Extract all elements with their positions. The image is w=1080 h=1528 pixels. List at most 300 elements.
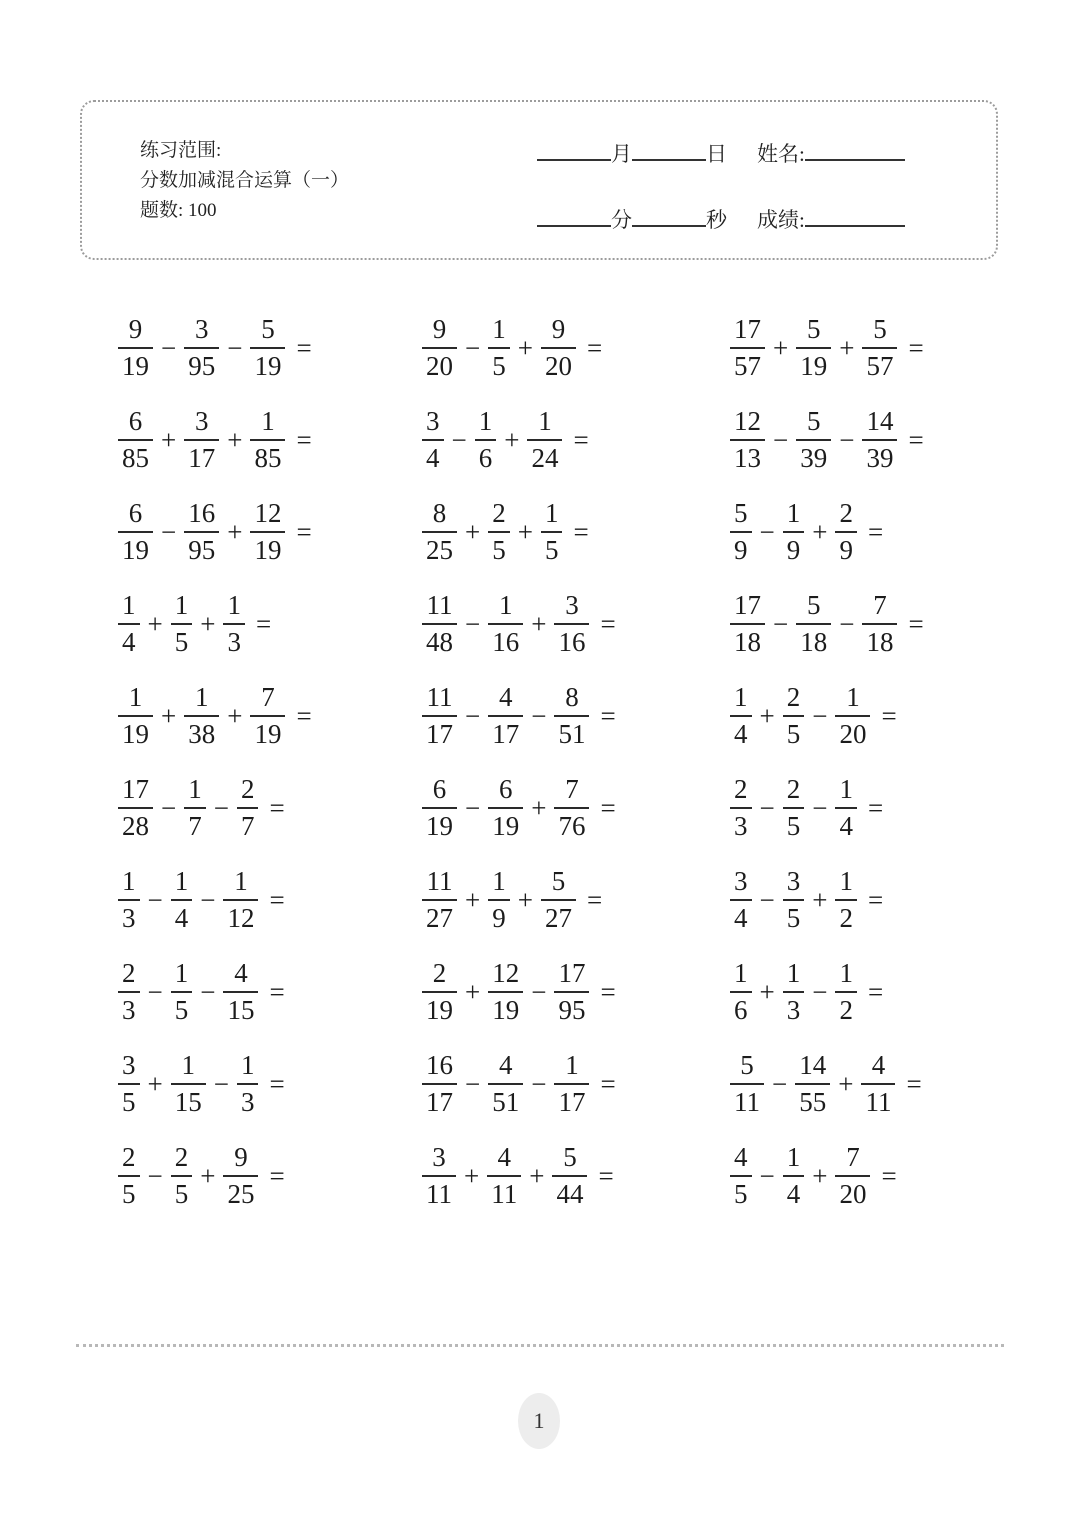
operator: +: [161, 700, 177, 731]
fraction: [795, 1051, 830, 1117]
numerator: 1: [188, 773, 202, 804]
operator: −: [759, 516, 775, 547]
fraction: [184, 775, 206, 841]
equals-sign: =: [573, 516, 589, 547]
fraction: [422, 591, 457, 657]
header-info: [140, 136, 349, 226]
equals-sign: =: [296, 700, 312, 731]
numerator: 1: [128, 681, 143, 712]
numerator: 14: [866, 405, 894, 436]
denominator: 19: [250, 531, 285, 565]
fraction: [835, 499, 857, 565]
operator: +: [773, 332, 789, 363]
numerator: 4: [234, 957, 248, 988]
fraction: [862, 407, 897, 473]
problem-count: 题数: 100: [140, 200, 217, 221]
operator: +: [838, 1068, 854, 1099]
equals-sign: =: [867, 792, 884, 823]
numerator: 1: [786, 1141, 801, 1172]
problem: [422, 775, 730, 841]
denominator: 20: [541, 347, 576, 381]
fraction: [554, 1051, 589, 1117]
equation: [422, 959, 730, 1025]
operator: −: [465, 608, 481, 639]
equation: [118, 499, 422, 565]
denominator: 6: [730, 991, 752, 1025]
operator: −: [465, 332, 481, 363]
numerator: 1: [538, 405, 552, 436]
operator: +: [812, 884, 828, 915]
numerator: 1: [734, 681, 748, 712]
denominator: 16: [488, 623, 523, 657]
operator: +: [517, 516, 533, 547]
operator: −: [465, 1068, 481, 1099]
numerator: 4: [497, 1141, 511, 1172]
numerator: 4: [498, 1049, 513, 1080]
fraction: [488, 315, 510, 381]
equation: [422, 1143, 730, 1209]
equation: [730, 591, 1018, 657]
denominator: 5: [488, 347, 510, 381]
equals-sign: =: [908, 424, 924, 455]
numerator: 11: [426, 865, 453, 896]
fraction: [223, 591, 245, 657]
operator: +: [812, 516, 828, 547]
fraction: [422, 867, 457, 933]
equals-sign: =: [908, 608, 924, 639]
fraction: [184, 683, 219, 749]
numerator: 1: [492, 313, 506, 344]
denominator: 2: [835, 899, 857, 933]
equals-sign: =: [255, 608, 272, 639]
numerator: 2: [839, 497, 853, 528]
equals-sign: =: [269, 976, 285, 1007]
fraction: [475, 407, 497, 473]
fraction: [171, 1051, 206, 1117]
numerator: 2: [432, 957, 447, 988]
denominator: 16: [554, 623, 589, 657]
month-label: 月: [611, 142, 632, 166]
denominator: 19: [488, 807, 523, 841]
denominator: 85: [250, 439, 285, 473]
equals-sign: =: [867, 516, 884, 547]
denominator: 11: [487, 1175, 521, 1209]
equals-sign: =: [906, 1068, 922, 1099]
equation: [422, 315, 730, 381]
numerator: 1: [174, 865, 189, 896]
equals-sign: =: [269, 1160, 285, 1191]
fraction: [796, 407, 831, 473]
date-name-line: [537, 138, 905, 168]
problem: [730, 407, 1018, 473]
numerator: 17: [734, 313, 761, 344]
fraction: [730, 591, 765, 657]
denominator: 20: [835, 715, 870, 749]
problem: [422, 1051, 730, 1117]
numerator: 9: [551, 313, 566, 344]
denominator: 3: [237, 1083, 259, 1117]
fraction: [796, 591, 831, 657]
fraction: [422, 499, 457, 565]
operator: −: [812, 700, 828, 731]
numerator: 7: [873, 589, 887, 620]
fraction: [118, 407, 153, 473]
problem: [422, 1143, 730, 1209]
denominator: 44: [552, 1175, 587, 1209]
operator: +: [504, 424, 520, 455]
denominator: 5: [783, 899, 805, 933]
numerator: 4: [871, 1049, 886, 1080]
operator: +: [531, 608, 547, 639]
operator: +: [200, 1160, 216, 1191]
denominator: 4: [171, 899, 193, 933]
operator: −: [451, 424, 467, 455]
numerator: 1: [240, 1049, 255, 1080]
equation: [730, 867, 1018, 933]
numerator: 1: [478, 405, 493, 436]
numerator: 1: [734, 957, 748, 988]
fraction: [835, 683, 870, 749]
numerator: 1: [839, 957, 853, 988]
fraction: [118, 959, 140, 1025]
numerator: 8: [432, 497, 447, 528]
fraction: [488, 591, 523, 657]
numerator: 5: [806, 405, 821, 436]
problem: [730, 959, 1018, 1025]
problem: [118, 315, 422, 381]
fraction: [783, 1143, 805, 1209]
operator: −: [213, 1068, 229, 1099]
numerator: 1: [839, 865, 853, 896]
denominator: 38: [184, 715, 219, 749]
numerator: 7: [261, 681, 275, 712]
denominator: 4: [730, 899, 752, 933]
denominator: 25: [223, 1175, 258, 1209]
numerator: 3: [565, 589, 579, 620]
denominator: 17: [422, 1083, 457, 1117]
fraction: [862, 315, 897, 381]
denominator: 5: [541, 531, 563, 565]
fraction: [488, 683, 523, 749]
denominator: 5: [118, 1083, 140, 1117]
worksheet-title: 分数加减混合运算（一）: [140, 170, 350, 191]
operator: −: [161, 332, 177, 363]
header-fill-in-area: [537, 102, 987, 258]
denominator: 19: [796, 347, 831, 381]
header-box: [80, 100, 998, 260]
denominator: 4: [422, 439, 444, 473]
fraction: [250, 499, 285, 565]
fraction: [422, 1051, 457, 1117]
score-label: 成绩:: [757, 208, 805, 232]
fraction: [730, 867, 752, 933]
denominator: 55: [795, 1083, 830, 1117]
denominator: 5: [488, 531, 510, 565]
problem: [730, 591, 1018, 657]
fraction: [835, 1143, 870, 1209]
equals-sign: =: [867, 884, 884, 915]
fraction: [250, 683, 285, 749]
numerator: 1: [786, 497, 801, 528]
operator: +: [200, 608, 216, 639]
equation: [422, 499, 730, 565]
operator: −: [773, 608, 789, 639]
numerator: 3: [734, 865, 748, 896]
denominator: 20: [835, 1175, 870, 1209]
problem: [118, 959, 422, 1025]
fraction: [184, 407, 219, 473]
numerator: 5: [806, 589, 821, 620]
problem: [422, 959, 730, 1025]
numerator: 16: [426, 1049, 453, 1080]
denominator: 57: [730, 347, 765, 381]
numerator: 16: [188, 497, 216, 528]
operator: +: [812, 1160, 828, 1191]
fraction: [118, 1143, 140, 1209]
numerator: 6: [128, 405, 143, 436]
numerator: 7: [565, 773, 579, 804]
numerator: 11: [426, 589, 453, 620]
equation: [730, 775, 1018, 841]
problem: [118, 499, 422, 565]
problem: [730, 1143, 1018, 1209]
fraction: [783, 683, 805, 749]
fraction: [487, 1143, 521, 1209]
denominator: 13: [730, 439, 765, 473]
numerator: 1: [234, 865, 248, 896]
fraction: [835, 867, 857, 933]
operator: −: [812, 976, 828, 1007]
fraction: [422, 315, 457, 381]
numerator: 3: [194, 313, 209, 344]
numerator: 8: [565, 681, 579, 712]
numerator: 2: [174, 1141, 189, 1172]
denominator: 19: [118, 347, 153, 381]
operator: +: [529, 1160, 545, 1191]
fraction: [118, 867, 140, 933]
operator: +: [465, 976, 481, 1007]
numerator: 5: [806, 313, 821, 344]
numerator: 2: [786, 681, 801, 712]
fraction: [422, 683, 457, 749]
fraction: [541, 867, 576, 933]
numerator: 17: [734, 589, 761, 620]
fraction: [171, 1143, 193, 1209]
equals-sign: =: [586, 332, 603, 363]
problem: [730, 1051, 1018, 1117]
problem: [118, 1143, 422, 1209]
operator: +: [839, 332, 855, 363]
numerator: 4: [498, 681, 513, 712]
fraction: [541, 499, 563, 565]
equation: [118, 591, 422, 657]
fraction: [422, 1143, 456, 1209]
numerator: 1: [227, 589, 241, 620]
numerator: 17: [558, 957, 586, 988]
equation: [730, 315, 1018, 381]
operator: +: [465, 516, 481, 547]
fraction: [223, 1143, 258, 1209]
fraction: [250, 407, 285, 473]
denominator: 9: [730, 531, 752, 565]
equation: [422, 591, 730, 657]
operator: −: [531, 976, 547, 1007]
operator: −: [200, 976, 216, 1007]
numerator: 1: [122, 589, 136, 620]
fraction: [237, 1051, 259, 1117]
equation: [422, 1051, 730, 1117]
numerator: 1: [839, 773, 853, 804]
fraction: [118, 775, 153, 841]
denominator: 3: [783, 991, 805, 1025]
page-number: 1: [533, 1408, 545, 1433]
denominator: 3: [730, 807, 752, 841]
problem: [118, 867, 422, 933]
denominator: 95: [184, 531, 219, 565]
equals-sign: =: [269, 792, 285, 823]
operator: −: [759, 884, 775, 915]
fraction: [184, 499, 219, 565]
denominator: 3: [118, 991, 140, 1025]
denominator: 19: [250, 715, 285, 749]
numerator: 5: [873, 313, 887, 344]
fraction: [783, 867, 805, 933]
equation: [422, 775, 730, 841]
fraction: [422, 775, 457, 841]
fraction: [422, 959, 457, 1025]
equation: [730, 499, 1018, 565]
problem: [422, 683, 730, 749]
fraction: [488, 959, 523, 1025]
operator: +: [465, 884, 481, 915]
numerator: 2: [492, 497, 506, 528]
denominator: 95: [554, 991, 589, 1025]
day-blank: [632, 143, 706, 161]
fraction: [796, 315, 831, 381]
operator: −: [465, 700, 481, 731]
denominator: 19: [422, 807, 457, 841]
denominator: 11: [861, 1083, 895, 1117]
equals-sign: =: [600, 976, 616, 1007]
problem: [730, 315, 1018, 381]
equation: [730, 407, 1018, 473]
denominator: 57: [862, 347, 897, 381]
operator: +: [147, 608, 163, 639]
equation: [422, 867, 730, 933]
numerator: 6: [432, 773, 447, 804]
fraction: [488, 1051, 523, 1117]
denominator: 39: [796, 439, 831, 473]
fraction: [118, 1051, 140, 1117]
denominator: 4: [118, 623, 140, 657]
equals-sign: =: [573, 424, 589, 455]
numerator: 1: [498, 589, 513, 620]
problem: [730, 867, 1018, 933]
denominator: 27: [541, 899, 576, 933]
denominator: 17: [184, 439, 219, 473]
fraction: [730, 1143, 752, 1209]
equals-sign: =: [598, 1160, 614, 1191]
denominator: 19: [118, 715, 153, 749]
operator: +: [147, 1068, 163, 1099]
denominator: 24: [527, 439, 562, 473]
fraction: [554, 959, 589, 1025]
problems-grid: [118, 302, 1018, 1222]
footer-divider: [76, 1344, 1004, 1347]
problem: [422, 591, 730, 657]
fraction: [422, 407, 444, 473]
denominator: 5: [171, 623, 193, 657]
fraction: [171, 867, 193, 933]
problem: [118, 591, 422, 657]
equals-sign: =: [269, 884, 285, 915]
second-label: 秒: [706, 208, 727, 232]
operator: −: [465, 792, 481, 823]
denominator: 95: [184, 347, 219, 381]
equation: [118, 315, 422, 381]
problem: [422, 315, 730, 381]
problem: [730, 499, 1018, 565]
operator: −: [839, 424, 855, 455]
fraction: [783, 775, 805, 841]
fraction: [730, 683, 752, 749]
fraction: [862, 591, 897, 657]
operator: +: [759, 700, 775, 731]
numerator: 1: [174, 589, 189, 620]
score-blank: [805, 209, 905, 227]
fraction: [541, 315, 576, 381]
fraction: [730, 407, 765, 473]
equals-sign: =: [296, 332, 312, 363]
fraction: [171, 591, 193, 657]
equals-sign: =: [881, 700, 897, 731]
denominator: 9: [783, 531, 805, 565]
numerator: 5: [740, 1049, 754, 1080]
fraction: [730, 499, 752, 565]
operator: +: [161, 424, 177, 455]
numerator: 6: [128, 497, 143, 528]
denominator: 27: [422, 899, 457, 933]
operator: −: [161, 792, 177, 823]
denominator: 3: [118, 899, 140, 933]
denominator: 6: [475, 439, 497, 473]
numerator: 12: [734, 405, 761, 436]
operator: +: [759, 976, 775, 1007]
denominator: 12: [223, 899, 258, 933]
numerator: 5: [551, 865, 566, 896]
operator: −: [161, 516, 177, 547]
fraction: [223, 959, 258, 1025]
second-blank: [632, 209, 706, 227]
denominator: 4: [730, 715, 752, 749]
numerator: 17: [122, 773, 149, 804]
operator: −: [147, 884, 163, 915]
denominator: 15: [223, 991, 258, 1025]
operator: +: [517, 332, 533, 363]
numerator: 1: [544, 497, 559, 528]
numerator: 11: [426, 681, 453, 712]
denominator: 85: [118, 439, 153, 473]
fraction: [488, 775, 523, 841]
numerator: 3: [426, 405, 440, 436]
numerator: 14: [799, 1049, 827, 1080]
fraction: [861, 1051, 895, 1117]
operator: +: [227, 516, 243, 547]
operator: −: [759, 792, 775, 823]
fraction: [118, 315, 153, 381]
practice-range-label: 练习范围:: [140, 140, 222, 161]
operator: +: [227, 424, 243, 455]
